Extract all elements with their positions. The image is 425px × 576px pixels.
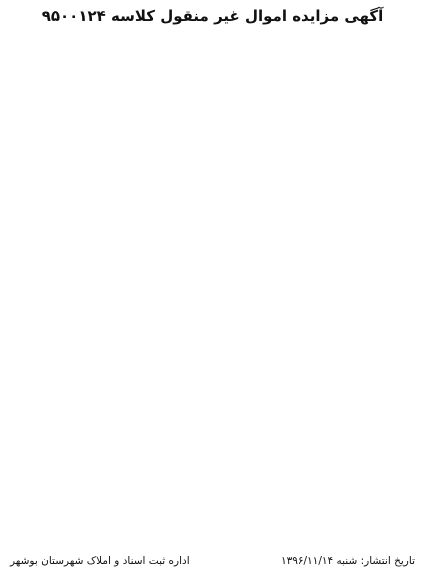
notice-body [10,30,415,554]
publication-date: تاریخ انتشار: شنبه ۱۳۹۶/۱۱/۱۴ [280,555,415,567]
issuing-office: اداره ثبت اسناد و املاک شهرستان بوشهر [10,555,190,567]
notice-title: آگهی مزایده اموال غیر منقول کلاسه ۹۵۰۰۱۲۴ [41,7,384,25]
notice-footer [10,554,415,568]
